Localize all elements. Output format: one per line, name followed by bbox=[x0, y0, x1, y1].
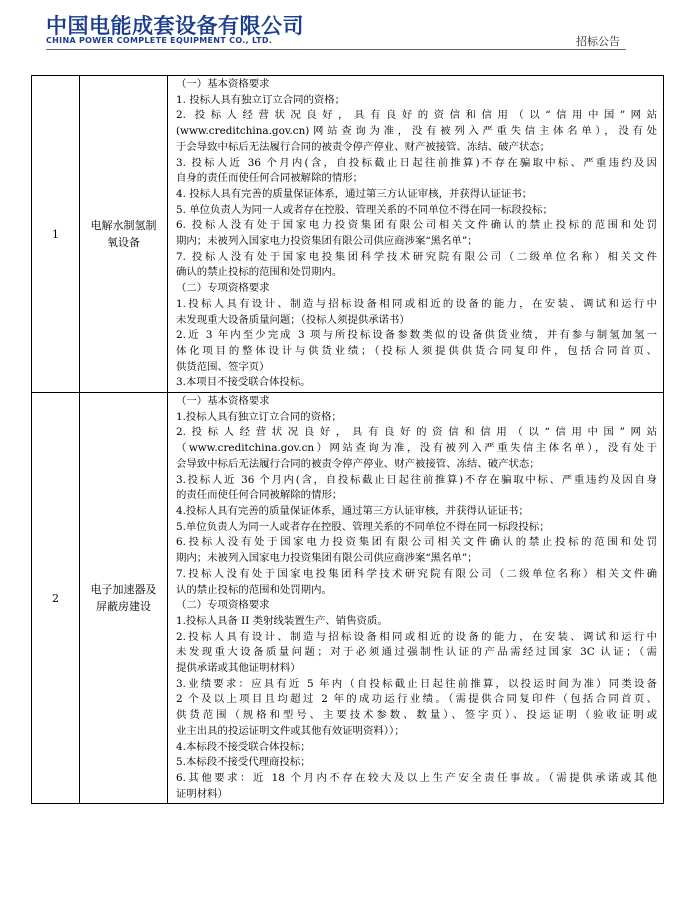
requirement-line: 3. 投标人近 36 个月内(含，自投标截止日起往前推算)不存在骗取中标、严重违约及因 bbox=[176, 156, 657, 169]
requirement-line: 5.本标段不接受代理商投标； bbox=[176, 756, 311, 769]
requirement-line: 6.其他要求：近 18 个月内不存在较大及以上生产安全责任事故。（需提供承诺或其他 bbox=[176, 771, 657, 784]
requirement-line: 2 个及以上项目且均超过 2 年的成功运行业绩。（需提供合同复印件（包括合同首页、 bbox=[176, 693, 657, 706]
requirement-line: 3.业绩要求：应具有近 5 年内（自投标截止日起往前推算，以投运时间为准）同类设备 bbox=[176, 677, 657, 690]
requirement-line: 供货范围、签字页） bbox=[176, 360, 270, 373]
requirement-line: 2.近 3 年内至少完成 3 项与所投标设备参数类似的设备供货业绩，并有参与制氢加氢一 bbox=[176, 329, 657, 342]
requirement-line: 的责任而使任何合同被解除的情形； bbox=[176, 489, 343, 502]
company-name-en: CHINA POWER COMPLETE EQUIPMENT CO., LTD. bbox=[46, 36, 273, 45]
requirement-line: 自身的责任而使任何合同被解除的情形； bbox=[176, 172, 364, 185]
requirement-line: 1.投标人具备 II 类射线装置生产、销售资质。 bbox=[176, 614, 388, 627]
table-row bbox=[32, 76, 664, 393]
header-divider bbox=[46, 49, 626, 50]
requirement-line: 6. 投标人没有处于国家电力投资集团有限公司相关文件确认的禁止投标的范围和处罚 bbox=[176, 219, 657, 232]
requirement-line: 5.单位负责人为同一人或者存在控股、管理关系的不同单位不得在同一标段投标； bbox=[176, 520, 550, 533]
requirement-line: 体化项目的整体设计与供货业绩；（投标人须提供供货合同复印件，包括合同首页、 bbox=[176, 344, 657, 357]
requirement-line: 提供承诺或其他证明材料） bbox=[176, 662, 301, 675]
requirement-line: （二）专项资格要求 bbox=[176, 282, 270, 295]
requirement-line: 于会导致中标后无法履行合同的被责令停产停业、财产被接管、冻结、破产状态； bbox=[176, 140, 551, 153]
qualification-requirements bbox=[168, 393, 664, 804]
requirement-line: 6.投标人没有处于国家电力投资集团有限公司相关文件确认的禁止投标的范围和处罚 bbox=[176, 536, 657, 549]
requirement-line: （二）专项资格要求 bbox=[176, 599, 270, 612]
requirement-line: 1. 投标人具有独立订立合同的资格； bbox=[176, 93, 346, 106]
requirement-line: 2.投标人经营状况良好，具有良好的资信和信用（以“信用中国”网站 bbox=[176, 426, 657, 439]
qualification-requirements bbox=[168, 76, 664, 393]
requirement-line: 1.投标人具有独立订立合同的资格； bbox=[176, 410, 342, 423]
requirement-line: 未发现重大设备质量问题；对于必须通过强制性认证的产品需经过国家 3C 认证；（需 bbox=[176, 646, 657, 659]
requirement-line: 会导致中标后无法履行合同的被责令停产停业、财产被接管、冻结、破产状态； bbox=[176, 457, 540, 470]
requirement-line: 确认的禁止投标的范围和处罚期内。 bbox=[176, 266, 343, 279]
requirement-line: （www.creditchina.gov.cn）网站查询为准，没有被列入严重失信主体名单），没有处于 bbox=[176, 442, 657, 455]
item-name: 电子加速器及屏蔽房建设 bbox=[80, 393, 168, 804]
row-number: 2 bbox=[32, 393, 80, 804]
requirement-line: 5. 单位负责人为同一人或者存在控股、管理关系的不同单位不得在同一标段投标； bbox=[176, 203, 553, 216]
document-type: 招标公告 bbox=[576, 35, 620, 48]
requirement-line: 4. 投标人具有完善的质量保证体系，通过第三方认证审核，并获得认证证书； bbox=[176, 187, 533, 200]
requirement-line: 期内；未被列入国家电力投资集团有限公司供应商涉案“黑名单”； bbox=[176, 552, 478, 565]
requirement-line: 7. 投标人没有处于国家电投集团科学技术研究院有限公司（二级单位名称）相关文件 bbox=[176, 250, 657, 263]
requirement-line: 2. 投标人经营状况良好，具有良好的资信和信用（以“信用中国”网站 bbox=[176, 109, 657, 122]
row-number: 1 bbox=[32, 76, 80, 393]
requirement-line: 1.投标人具有设计、制造与招标设备相同或相近的设备的能力，在安装、调试和运行中 bbox=[176, 297, 657, 310]
requirement-line: 3.本项目不接受联合体投标。 bbox=[176, 376, 311, 389]
requirement-line: 认的禁止投标的范围和处罚期内。 bbox=[176, 583, 332, 596]
requirement-line: 证明材料） bbox=[176, 787, 228, 800]
requirement-line: 未发现重大设备质量问题；（投标人须提供承诺书） bbox=[176, 313, 410, 326]
requirement-line: 4.本标段不接受联合体投标； bbox=[176, 740, 311, 753]
item-name: 电解水制氢制氧设备 bbox=[80, 76, 168, 393]
requirement-line: 2.投标人具有设计、制造与招标设备相同或相近的设备的能力，在安装、调试和运行中 bbox=[176, 630, 657, 643]
requirement-line: 期内；未被列入国家电力投资集团有限公司供应商涉案“黑名单”； bbox=[176, 235, 478, 248]
requirement-line: （一）基本资格要求 bbox=[176, 78, 270, 90]
requirement-line: 7.投标人没有处于国家电投集团科学技术研究院有限公司（二级单位名称）相关文件确 bbox=[176, 567, 657, 580]
table-row bbox=[32, 393, 664, 804]
company-name-cn: 中国电能成套设备有限公司 bbox=[46, 14, 304, 38]
requirement-line: 供货范围（规格和型号、主要技术参数、数量）、签字页）、投运证明（验收证明或 bbox=[176, 709, 657, 722]
requirement-line: (www.creditchina.gov.cn)网站查询为准，没有被列入严重失信主体名单），没有处 bbox=[176, 125, 657, 138]
requirements-table bbox=[31, 75, 664, 804]
requirement-line: 3.投标人近 36 个月内(含，自投标截止日起往前推算)不存在骗取中标、严重违约及因自身 bbox=[176, 473, 657, 486]
requirement-line: 业主出具的投运证明文件或其他有效证明资料））； bbox=[176, 724, 405, 737]
requirement-line: 4.投标人具有完善的质量保证体系，通过第三方认证审核，并获得认证证书； bbox=[176, 504, 529, 517]
requirement-line: （一）基本资格要求 bbox=[176, 395, 270, 408]
page-header bbox=[0, 0, 692, 52]
